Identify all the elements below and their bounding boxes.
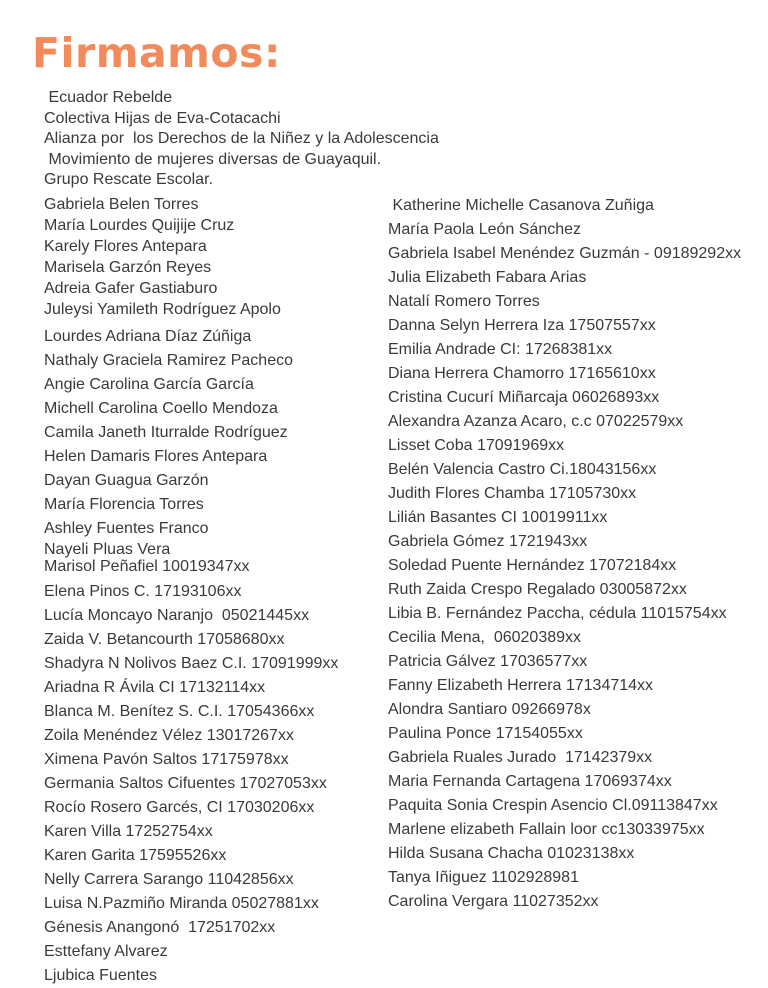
signatory-line: Carolina Vergara 11027352xx <box>388 893 599 910</box>
signatory-line: Danna Selyn Herrera Iza 17507557xx <box>388 317 656 334</box>
signatory-line: Juleysi Yamileth Rodríguez Apolo <box>44 301 281 318</box>
signatory-line: Luisa N.Pazmiño Miranda 05027881xx <box>44 895 319 912</box>
signatory-line: Natalí Romero Torres <box>388 293 540 310</box>
signatory-line: Patricia Gálvez 17036577xx <box>388 653 588 670</box>
signatory-line: Marisol Peñafiel 10019347xx <box>44 558 250 575</box>
signatory-line: Esttefany Alvarez <box>44 943 168 960</box>
signatory-line: Hilda Susana Chacha 01023138xx <box>388 845 635 862</box>
signatory-line: Marlene elizabeth Fallain loor cc13033975xx <box>388 821 705 838</box>
signatory-line: Gabriela Isabel Menéndez Guzmán - 09189292xx <box>388 245 742 262</box>
signatory-line: Michell Carolina Coello Mendoza <box>44 400 278 417</box>
organizations-list <box>44 88 564 191</box>
signatory-line: Karen Garita 17595526xx <box>44 847 227 864</box>
signatory-line: Génesis Anangonó 17251702xx <box>44 919 276 936</box>
signatory-line: Germania Saltos Cifuentes 17027053xx <box>44 775 327 792</box>
signatory-line: Marisela Garzón Reyes <box>44 259 212 276</box>
signatory-line: Zoila Menéndez Vélez 13017267xx <box>44 727 294 744</box>
page-title: Firmamos: <box>32 29 281 77</box>
signatory-line: María Paola León Sánchez <box>388 221 582 238</box>
organization-line: Alianza por los Derechos de la Niñez y la Adolescencia <box>44 130 439 147</box>
organization-line: Grupo Rescate Escolar. <box>44 171 213 188</box>
signatory-line: Dayan Guagua Garzón <box>44 472 209 489</box>
signatory-line: Nayeli Pluas Vera <box>44 541 171 558</box>
signatory-line: Libia B. Fernández Paccha, cédula 11015754xx <box>388 605 727 622</box>
signatory-line: Katherine Michelle Casanova Zuñiga <box>388 197 654 214</box>
signatory-line: Elena Pinos C. 17193106xx <box>44 583 242 600</box>
signatory-line: Cecilia Mena, 06020389xx <box>388 629 582 646</box>
signatory-line: Maria Fernanda Cartagena 17069374xx <box>388 773 672 790</box>
signatory-line: Ximena Pavón Saltos 17175978xx <box>44 751 289 768</box>
signatory-line: Fanny Elizabeth Herrera 17134714xx <box>388 677 654 694</box>
signatory-line: Lisset Coba 17091969xx <box>388 437 565 454</box>
signatory-line: Camila Janeth Iturralde Rodríguez <box>44 424 288 441</box>
signatory-line: Emilia Andrade CI: 17268381xx <box>388 341 613 358</box>
signatory-line: Blanca M. Benítez S. C.I. 17054366xx <box>44 703 315 720</box>
organization-line: Movimiento de mujeres diversas de Guayaquil. <box>44 150 382 168</box>
signatory-line: Belén Valencia Castro Ci.18043156xx <box>388 461 657 478</box>
signatory-line: Angie Carolina García García <box>44 376 254 393</box>
signatory-line: Rocío Rosero Garcés, CI 17030206xx <box>44 799 315 816</box>
signatory-line: Alexandra Azanza Acaro, c.c 07022579xx <box>388 413 684 430</box>
signatories-left-column <box>44 194 384 988</box>
organization-line: Colectiva Hijas de Eva-Cotacachi <box>44 109 281 127</box>
organization-line: Ecuador Rebelde <box>44 89 173 106</box>
signatory-line: Lucía Moncayo Naranjo 05021445xx <box>44 607 310 624</box>
signatory-line: Tanya Iñiguez 1102928981 <box>388 869 579 886</box>
signatory-line: Shadyra N Nolivos Baez C.I. 17091999xx <box>44 655 339 672</box>
signatory-line: Diana Herrera Chamorro 17165610xx <box>388 365 656 382</box>
signatory-line: Nelly Carrera Sarango 11042856xx <box>44 871 294 888</box>
signatory-line: Karen Villa 17252754xx <box>44 823 213 840</box>
signatory-line: Alondra Santiaro 09266978x <box>388 701 591 718</box>
signatory-line: Helen Damaris Flores Antepara <box>44 448 268 465</box>
signatory-line: Lourdes Adriana Díaz Zúñiga <box>44 328 252 345</box>
signatory-line: Soledad Puente Hernández 17072184xx <box>388 557 677 574</box>
signatory-line: Gabriela Ruales Jurado 17142379xx <box>388 749 653 766</box>
signatory-line: Karely Flores Antepara <box>44 238 207 255</box>
signatory-line: Zaida V. Betancourth 17058680xx <box>44 631 285 648</box>
signatory-line: Ashley Fuentes Franco <box>44 520 209 537</box>
signatory-line: Gabriela Belen Torres <box>44 196 199 213</box>
signatory-line: María Florencia Torres <box>44 496 204 513</box>
signatory-line: Judith Flores Chamba 17105730xx <box>388 485 637 502</box>
signatory-line: Adreia Gafer Gastiaburo <box>44 280 218 297</box>
signatory-line: Julia Elizabeth Fabara Arias <box>388 269 587 286</box>
signatory-line: María Lourdes Quijije Cruz <box>44 217 235 234</box>
signatories-right-column <box>388 194 760 914</box>
signatory-line: Paquita Sonia Crespin Asencio Cl.09113847xx <box>388 797 718 814</box>
signatory-line: Paulina Ponce 17154055xx <box>388 725 583 742</box>
signatory-line: Ariadna R Ávila CI 17132114xx <box>44 679 266 696</box>
signatory-line: Cristina Cucurí Miñarcaja 06026893xx <box>388 389 660 406</box>
signatory-line: Ljubica Fuentes <box>44 967 157 984</box>
signatory-line: Ruth Zaida Crespo Regalado 03005872xx <box>388 581 687 598</box>
signatory-line: Gabriela Gómez 1721943xx <box>388 533 588 550</box>
signatory-line: Lilián Basantes CI 10019911xx <box>388 509 608 526</box>
signatory-line: Nathaly Graciela Ramirez Pacheco <box>44 352 293 369</box>
